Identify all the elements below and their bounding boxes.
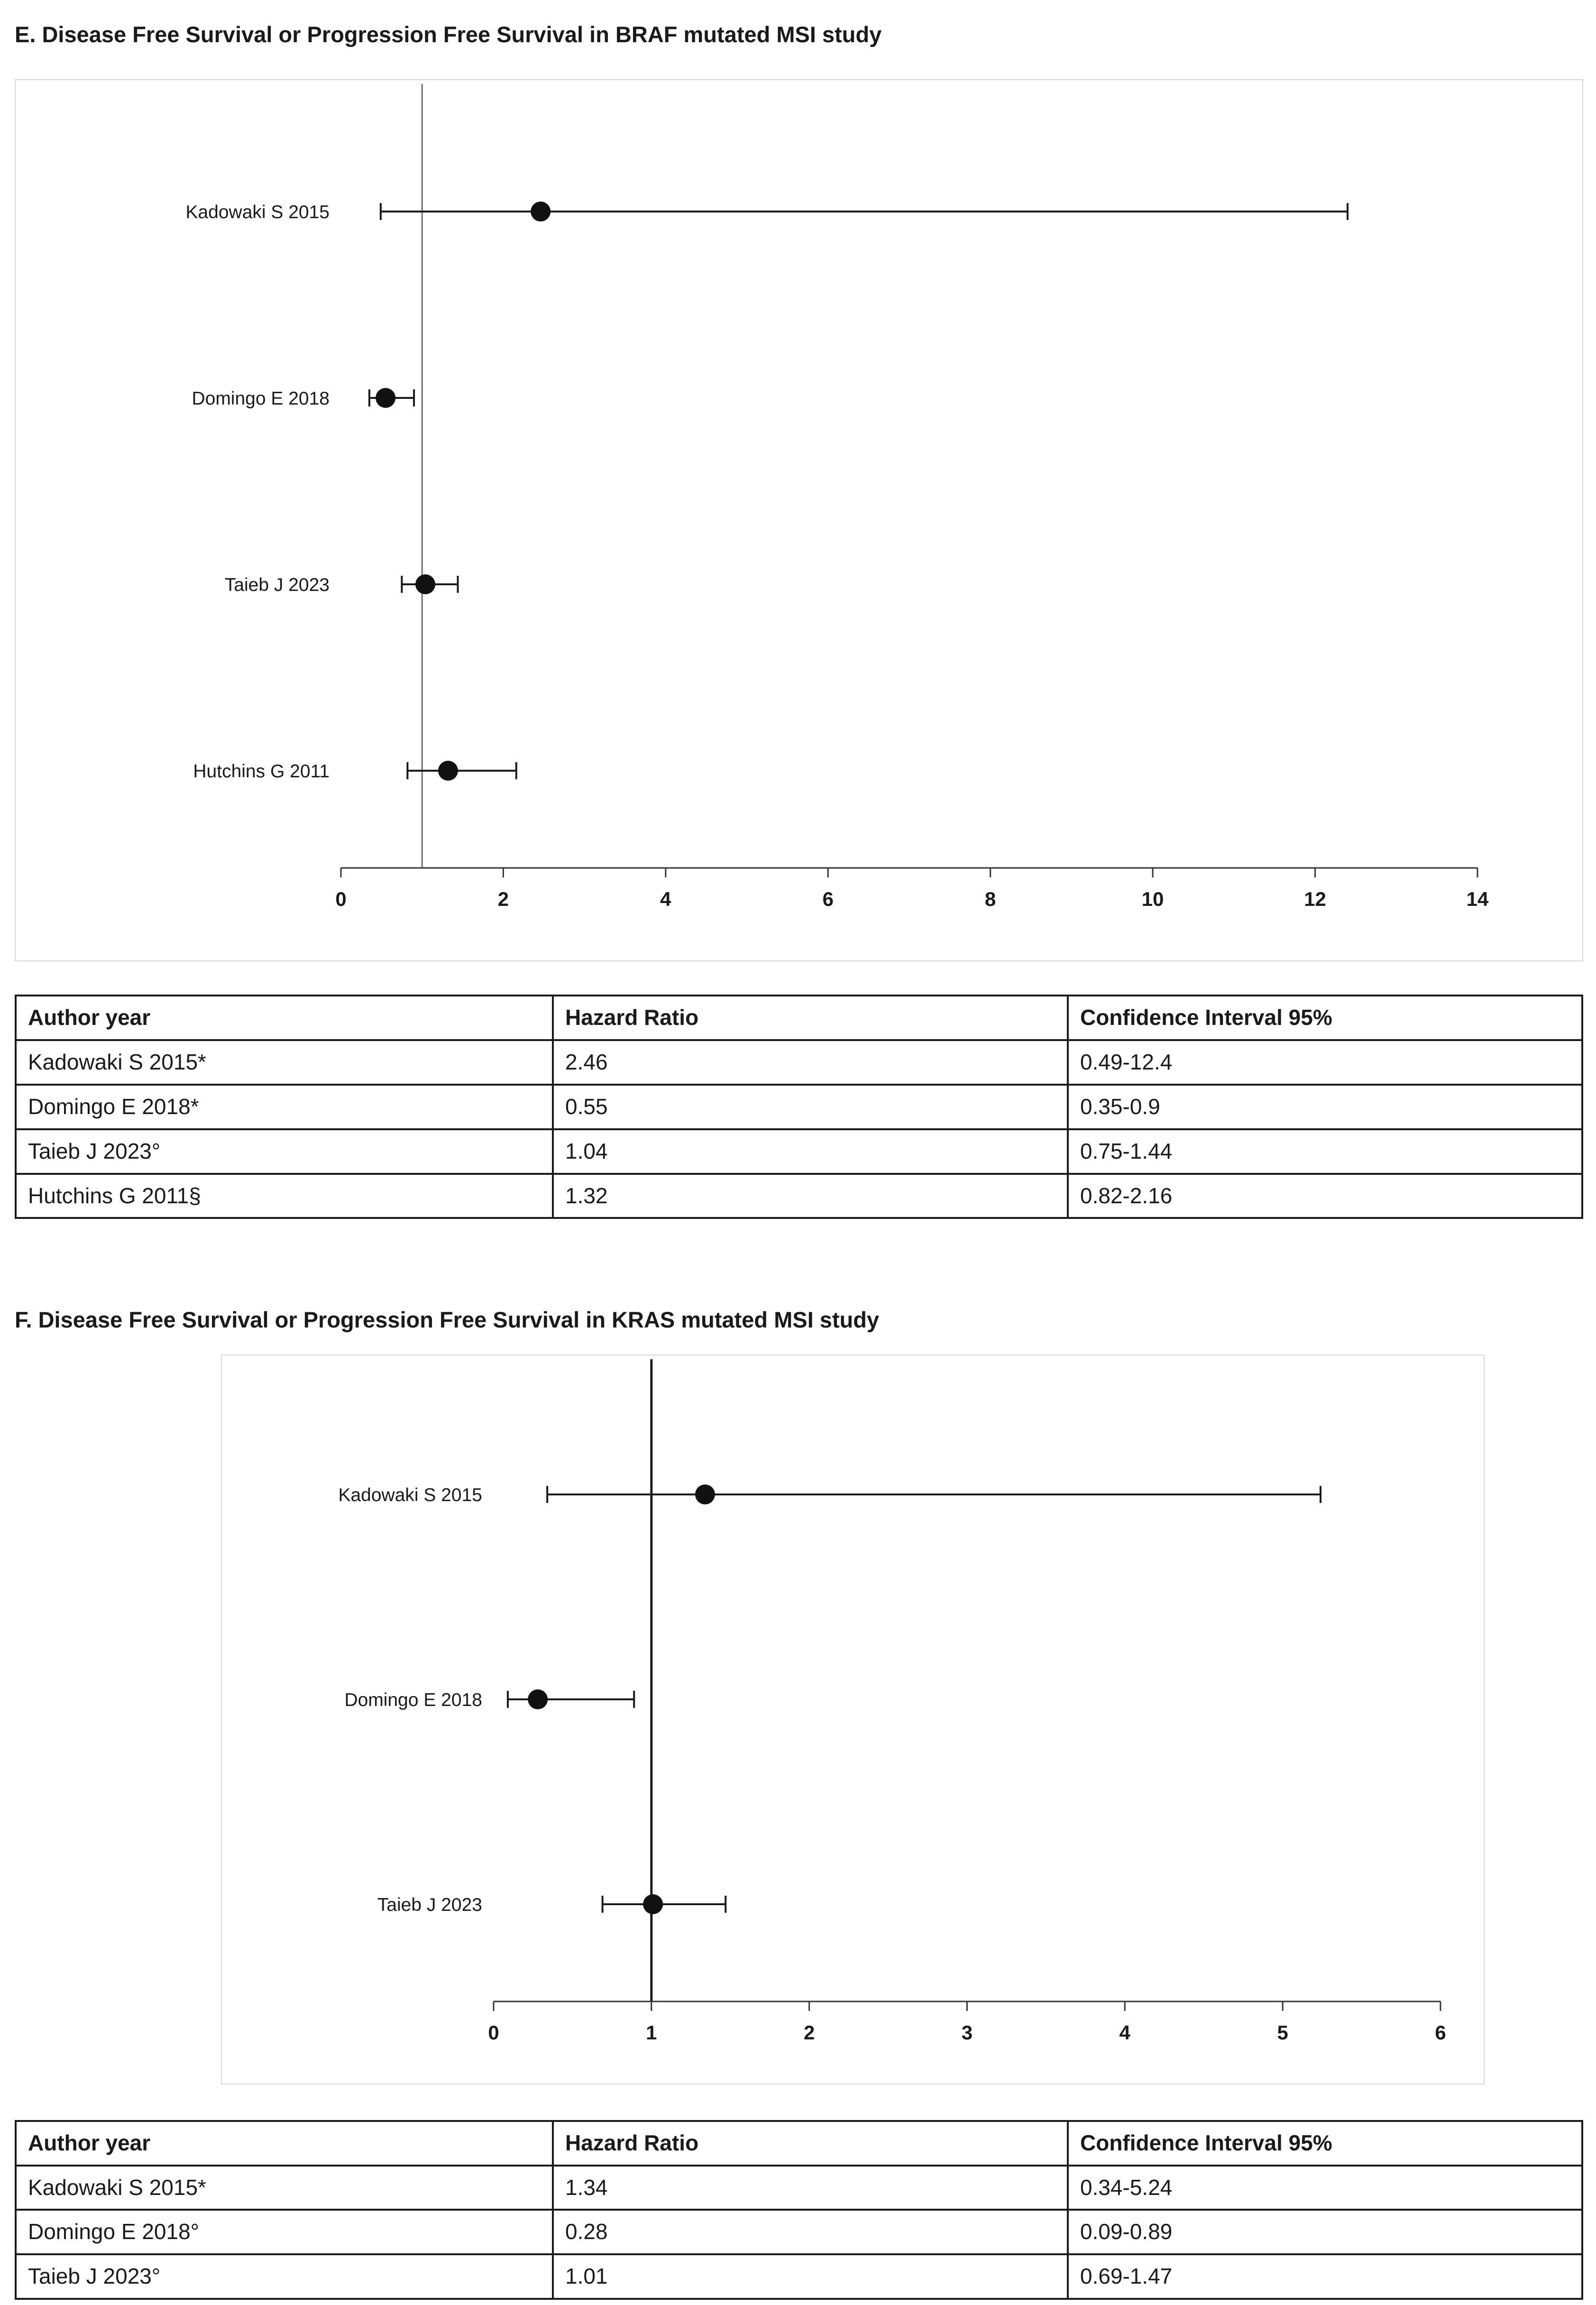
col-header-author: Author year: [16, 996, 553, 1040]
chart-e-svg: [16, 80, 1582, 960]
x-axis-tick-label: 10: [1141, 888, 1164, 911]
table-row: [16, 2210, 1582, 2254]
table-row: [16, 2254, 1582, 2299]
study-label: Taieb J 2023: [224, 575, 330, 596]
x-axis-tick-label: 1: [646, 2021, 657, 2044]
table-header-row: [16, 2121, 1582, 2166]
cell-hazard-ratio: 1.01: [553, 2254, 1068, 2299]
study-label: Taieb J 2023: [377, 1894, 482, 1915]
study-label: Hutchins G 2011: [193, 761, 330, 782]
col-header-confidence-interval: Confidence Interval 95%: [1068, 2121, 1582, 2166]
hr-point: [531, 202, 550, 221]
table-row: [16, 1129, 1582, 1174]
table-row: [16, 2166, 1582, 2210]
forest-plot-braf: [15, 79, 1583, 961]
table-row: [16, 1040, 1582, 1085]
x-axis-tick-label: 0: [488, 2021, 499, 2044]
cell-hazard-ratio: 1.34: [553, 2166, 1068, 2210]
hr-point: [643, 1894, 663, 1914]
x-axis-tick-label: 3: [961, 2021, 973, 2044]
col-header-author: Author year: [16, 2121, 553, 2166]
hr-point: [528, 1689, 548, 1709]
cell-author: Hutchins G 2011§: [16, 1174, 553, 1218]
x-axis-tick-label: 2: [497, 888, 509, 911]
forest-plot-kras: [221, 1355, 1485, 2084]
hr-point: [695, 1484, 715, 1504]
x-axis-tick-label: 4: [660, 888, 671, 911]
x-axis-tick-label: 2: [803, 2021, 815, 2044]
table-row: [16, 1174, 1582, 1218]
col-header-hazard-ratio: Hazard Ratio: [553, 2121, 1068, 2166]
figure-e-title: E. Disease Free Survival or Progression Free Survival in BRAF mutated MSI study: [15, 22, 882, 47]
x-axis-tick-label: 14: [1466, 888, 1489, 911]
x-axis-tick-label: 6: [822, 888, 834, 911]
cell-author: Taieb J 2023°: [16, 1129, 553, 1174]
x-axis-tick-label: 8: [985, 888, 996, 911]
cell-confidence-interval: 0.09-0.89: [1068, 2210, 1582, 2254]
study-label: Kadowaki S 2015: [185, 202, 330, 223]
hr-point: [438, 761, 458, 781]
hr-point: [415, 574, 435, 594]
study-label: Domingo E 2018: [192, 388, 330, 409]
cell-author: Domingo E 2018°: [16, 2210, 553, 2254]
cell-confidence-interval: 0.82-2.16: [1068, 1174, 1582, 1218]
col-header-confidence-interval: Confidence Interval 95%: [1068, 996, 1582, 1040]
x-axis-tick-label: 5: [1277, 2021, 1288, 2044]
cell-confidence-interval: 0.34-5.24: [1068, 2166, 1582, 2210]
chart-f-svg: [222, 1355, 1484, 2084]
cell-hazard-ratio: 1.32: [553, 1174, 1068, 1218]
x-axis-tick-label: 0: [335, 888, 347, 911]
cell-author: Kadowaki S 2015*: [16, 2166, 553, 2210]
hr-table-kras: [15, 2120, 1583, 2300]
cell-author: Kadowaki S 2015*: [16, 1040, 553, 1085]
hr-point: [376, 388, 395, 408]
table-row: [16, 1085, 1582, 1129]
cell-confidence-interval: 0.75-1.44: [1068, 1129, 1582, 1174]
x-axis-tick-label: 4: [1119, 2021, 1131, 2044]
cell-author: Taieb J 2023°: [16, 2254, 553, 2299]
study-label: Kadowaki S 2015: [338, 1484, 482, 1505]
cell-hazard-ratio: 1.04: [553, 1129, 1068, 1174]
x-axis-tick-label: 12: [1304, 888, 1326, 911]
cell-confidence-interval: 0.69-1.47: [1068, 2254, 1582, 2299]
cell-confidence-interval: 0.49-12.4: [1068, 1040, 1582, 1085]
study-label: Domingo E 2018: [344, 1689, 482, 1710]
table-header-row: [16, 996, 1582, 1040]
col-header-hazard-ratio: Hazard Ratio: [553, 996, 1068, 1040]
hr-table-braf: [15, 995, 1583, 1219]
figure-f-title: F. Disease Free Survival or Progression Free Survival in KRAS mutated MSI study: [15, 1307, 880, 1333]
cell-hazard-ratio: 0.55: [553, 1085, 1068, 1129]
x-axis-tick-label: 6: [1435, 2021, 1446, 2044]
cell-hazard-ratio: 0.28: [553, 2210, 1068, 2254]
cell-confidence-interval: 0.35-0.9: [1068, 1085, 1582, 1129]
cell-hazard-ratio: 2.46: [553, 1040, 1068, 1085]
cell-author: Domingo E 2018*: [16, 1085, 553, 1129]
